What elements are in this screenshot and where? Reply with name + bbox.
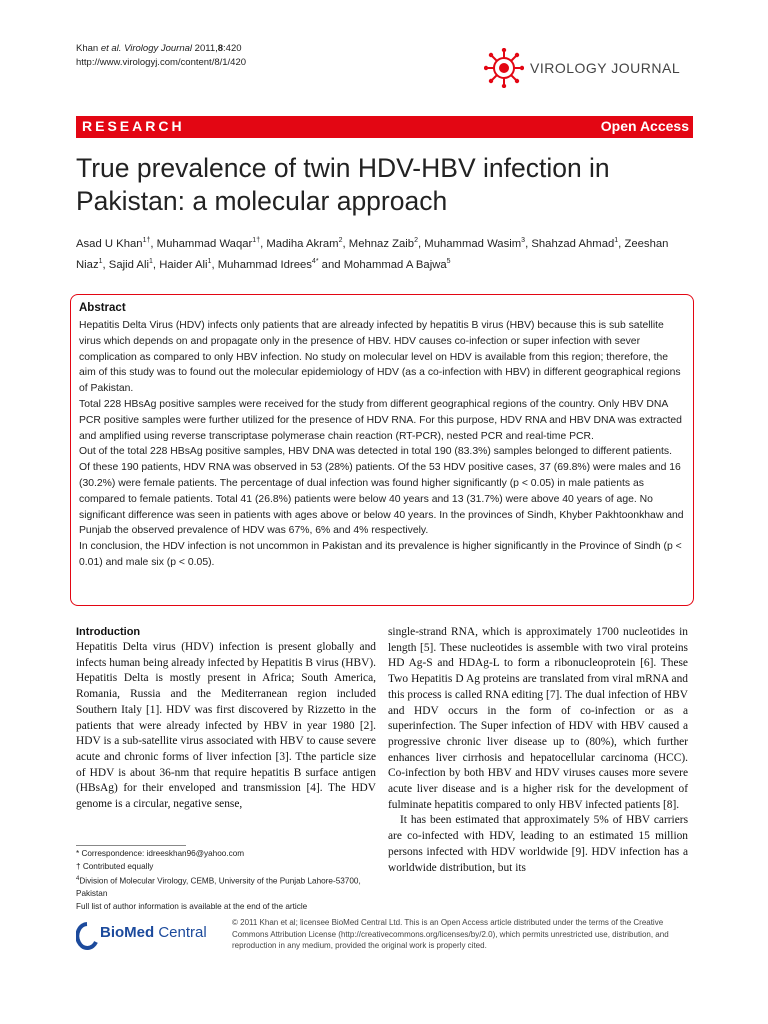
author-list — [76, 232, 696, 274]
author-separator: , — [618, 237, 625, 250]
introduction-heading: Introduction — [76, 626, 141, 638]
abstract-box — [70, 294, 694, 606]
author-affiliation: 2 — [338, 237, 343, 244]
abstract-results: Out of the total 228 HBsAg positive samples, HBV DNA was detected in total 190 (83.3%) samples belonged to different patients. Of these 190 patients, HDV RNA was observed in 53 (28%) patients. Of the 53 HDV positive cases, 37 (69.8%) were males and 16 (30.2%) were female patients. The percentage of dual infection was found higher significantly (p < 0.05) in male patients as compared to female patients. Total 41 (26.8%) patients were below 40 years and 13 (31.7%) were above 40 years of age. No significant difference was seen in patients with ages above or below 40 years. In the provinces of Sindh, Khyber Pakhtoonkhaw and Punjab the observed prevalence of HDV was 67%, 6% and 4% respectively. — [79, 446, 684, 537]
author-affiliation: 1† — [252, 237, 261, 244]
author-separator: , — [342, 237, 349, 250]
full-list-note: Full list of author information is available at the end of the article — [76, 901, 308, 911]
author-affiliation: 1 — [207, 257, 212, 265]
author-separator: , — [102, 258, 109, 271]
bmc-swoosh-icon — [76, 922, 98, 950]
author-affiliation: 1† — [142, 237, 151, 244]
affiliation-note — [76, 873, 368, 901]
section-label: RESEARCH — [82, 118, 185, 134]
bmc-wordmark — [100, 924, 207, 941]
author-separator: , — [152, 258, 160, 271]
footnote-divider — [76, 845, 186, 846]
abstract-background: Hepatitis Delta Virus (HDV) infects only patients that are already infected by hepatitis B virus (HBV) because this is sub satellite virus which depends on and propagate only in the presence of HBV. HDV causes co-infection or super infection with sever complication as compared to only HBV infection. No study on molecular level on HDV is available from this region; therefore, the aim of this study was to found out the molecular epidemiology of HDV (as a co-infection with HBV) in different geographical regions of Pakistan. — [79, 320, 681, 395]
citation-line — [76, 42, 246, 56]
open-access-label: Open Access — [600, 118, 689, 134]
virus-icon — [484, 48, 524, 88]
citation-volume: 8 — [217, 43, 224, 54]
author-name: Sajid Ali — [108, 258, 149, 271]
author-separator: , — [150, 237, 157, 250]
author-separator: and — [318, 258, 344, 271]
author-separator: , — [525, 237, 532, 250]
affiliation-text: Division of Molecular Virology, CEMB, University of the Punjab Lahore-53700, Pakistan — [76, 876, 361, 899]
author-name: Asad U Khan — [76, 237, 143, 250]
bmc-name-bold: BioMed — [100, 924, 155, 941]
author-name: Shahzad Ahmad — [531, 237, 615, 250]
author-name: Muhammad Wasim — [424, 237, 522, 250]
author-name: Zeeshan Niaz — [76, 237, 669, 271]
author-name: Haider Ali — [159, 258, 208, 271]
author-separator: , — [260, 237, 267, 250]
article-title: True prevalence of twin HDV-HBV infection in Pakistan: a molecular approach — [76, 153, 610, 216]
author-affiliation: 1 — [149, 257, 153, 265]
citation-journal: Virology Journal — [124, 43, 193, 54]
contribution-note: † Contributed equally — [76, 861, 154, 871]
author-separator: , — [418, 237, 425, 250]
citation-year: 2011, — [194, 43, 218, 54]
author-affiliation: 3 — [521, 237, 526, 244]
bmc-name-light: Central — [154, 924, 207, 941]
author-affiliation: 5 — [446, 257, 451, 265]
abstract-conclusion: In conclusion, the HDV infection is not uncommon in Pakistan and its prevalence is higher significantly in the Province of Sindh (p < 0.01) and male six (p < 0.05). — [79, 541, 682, 568]
biomed-central-logo — [76, 918, 226, 954]
body-paragraph-2: It has been estimated that approximately 5% of HBV carriers are co-infected with HDV, leading to an estimated 15 million persons infected with HDV worldwide [9]. HDV infection has a worldwide distribution, but its — [388, 814, 688, 874]
citation-article: :420 — [223, 43, 242, 54]
article-url[interactable]: http://www.virologyj.com/content/8/1/420 — [76, 57, 247, 68]
author-affiliation: 2 — [414, 237, 418, 244]
affiliation-number: 4 — [76, 876, 80, 882]
body-column-right — [388, 625, 688, 876]
citation-header — [76, 42, 246, 70]
author-name: Mehnaz Zaib — [348, 237, 415, 250]
footnotes — [76, 848, 368, 913]
author-affiliation: 1 — [98, 257, 103, 265]
body-column-left — [76, 625, 376, 813]
body-paragraph-1: single-strand RNA, which is approximately 1700 nucleotides in length [5]. These nucleotides is assemble with two viral proteins HD Ag-S and HDAg-L to form a ribonucleoprotein [6]. These Two Hepatitis D Ag proteins are translated from viral mRNA and this process is called RNA editing [7]. The dual infection of HBV and HDV occurs in the form of co-infection or as a superinfection. The Super infection of HDV with HBV caused a progressive chronic liver disease up to (80%), which further enhances liver cirrhosis and hepatocellular carcinoma (HCC). Co-infection by both HBV and HDV viruses causes more severe acute liver disease and is a higher risk for the development of fulminate hepatitis compared to only HBV infected patients [8]. — [388, 626, 688, 811]
section-banner — [76, 116, 693, 138]
author-affiliation: 1 — [614, 237, 619, 244]
journal-logo-text: VIROLOGY JOURNAL — [530, 60, 681, 76]
license-text: © 2011 Khan et al; licensee BioMed Central Ltd. This is an Open Access article distributed under the terms of the Creative Commons Attribution License (http://creativecommons.org/licenses/by/2.0), which permits unrestricted use, distribution, and reproduction in any medium, provided the original work is properly cited. — [232, 918, 669, 950]
abstract-methods: Total 228 HBsAg positive samples were received for the study from different geographical regions of the country. Only HBV DNA PCR positive samples were further utilized for the presence of HDV RNA. For this purpose, HDV RNA and HBV DNA was extracted and amplified using reverse transcriptase polymerase chain reaction (RT-PCR), nested PCR and real-time PCR. — [79, 398, 682, 442]
author-affiliation: 4* — [311, 257, 319, 265]
author-name: Madiha Akram — [266, 237, 339, 250]
introduction-paragraph: Hepatitis Delta virus (HDV) infection is present globally and infects human being already infected by Hepatitis B virus (HBV). Hepatitis Delta is mostly present in Africa; South America, Romania, Russia and the Mediterranean region included Southern Italy [1]. HDV was first discovered by Rizzetto in the patients that were already infected by HBV in year 1980 [2]. HDV is a sub-satellite virus associated with HBV to cause severe acute and chronic forms of liver infection [3]. Tthe particle size of HDV is about 36-nm that require hepatitis B surface antigen (HBsAg) for their enveloped and transmission [4]. The HDV genome is a circular, negative sense, — [76, 641, 376, 811]
citation-author: Khan — [76, 43, 99, 54]
author-name: Muhammad Idrees — [217, 258, 312, 271]
author-name: Mohammad A Bajwa — [343, 258, 447, 271]
author-name: Muhammad Waqar — [156, 237, 253, 250]
author-separator: , — [211, 258, 218, 271]
abstract-heading: Abstract — [79, 302, 126, 314]
journal-logo — [484, 46, 694, 90]
correspondence-note: * Correspondence: idreeskhan96@yahoo.com — [76, 849, 245, 858]
citation-etal: et al. — [100, 43, 122, 54]
